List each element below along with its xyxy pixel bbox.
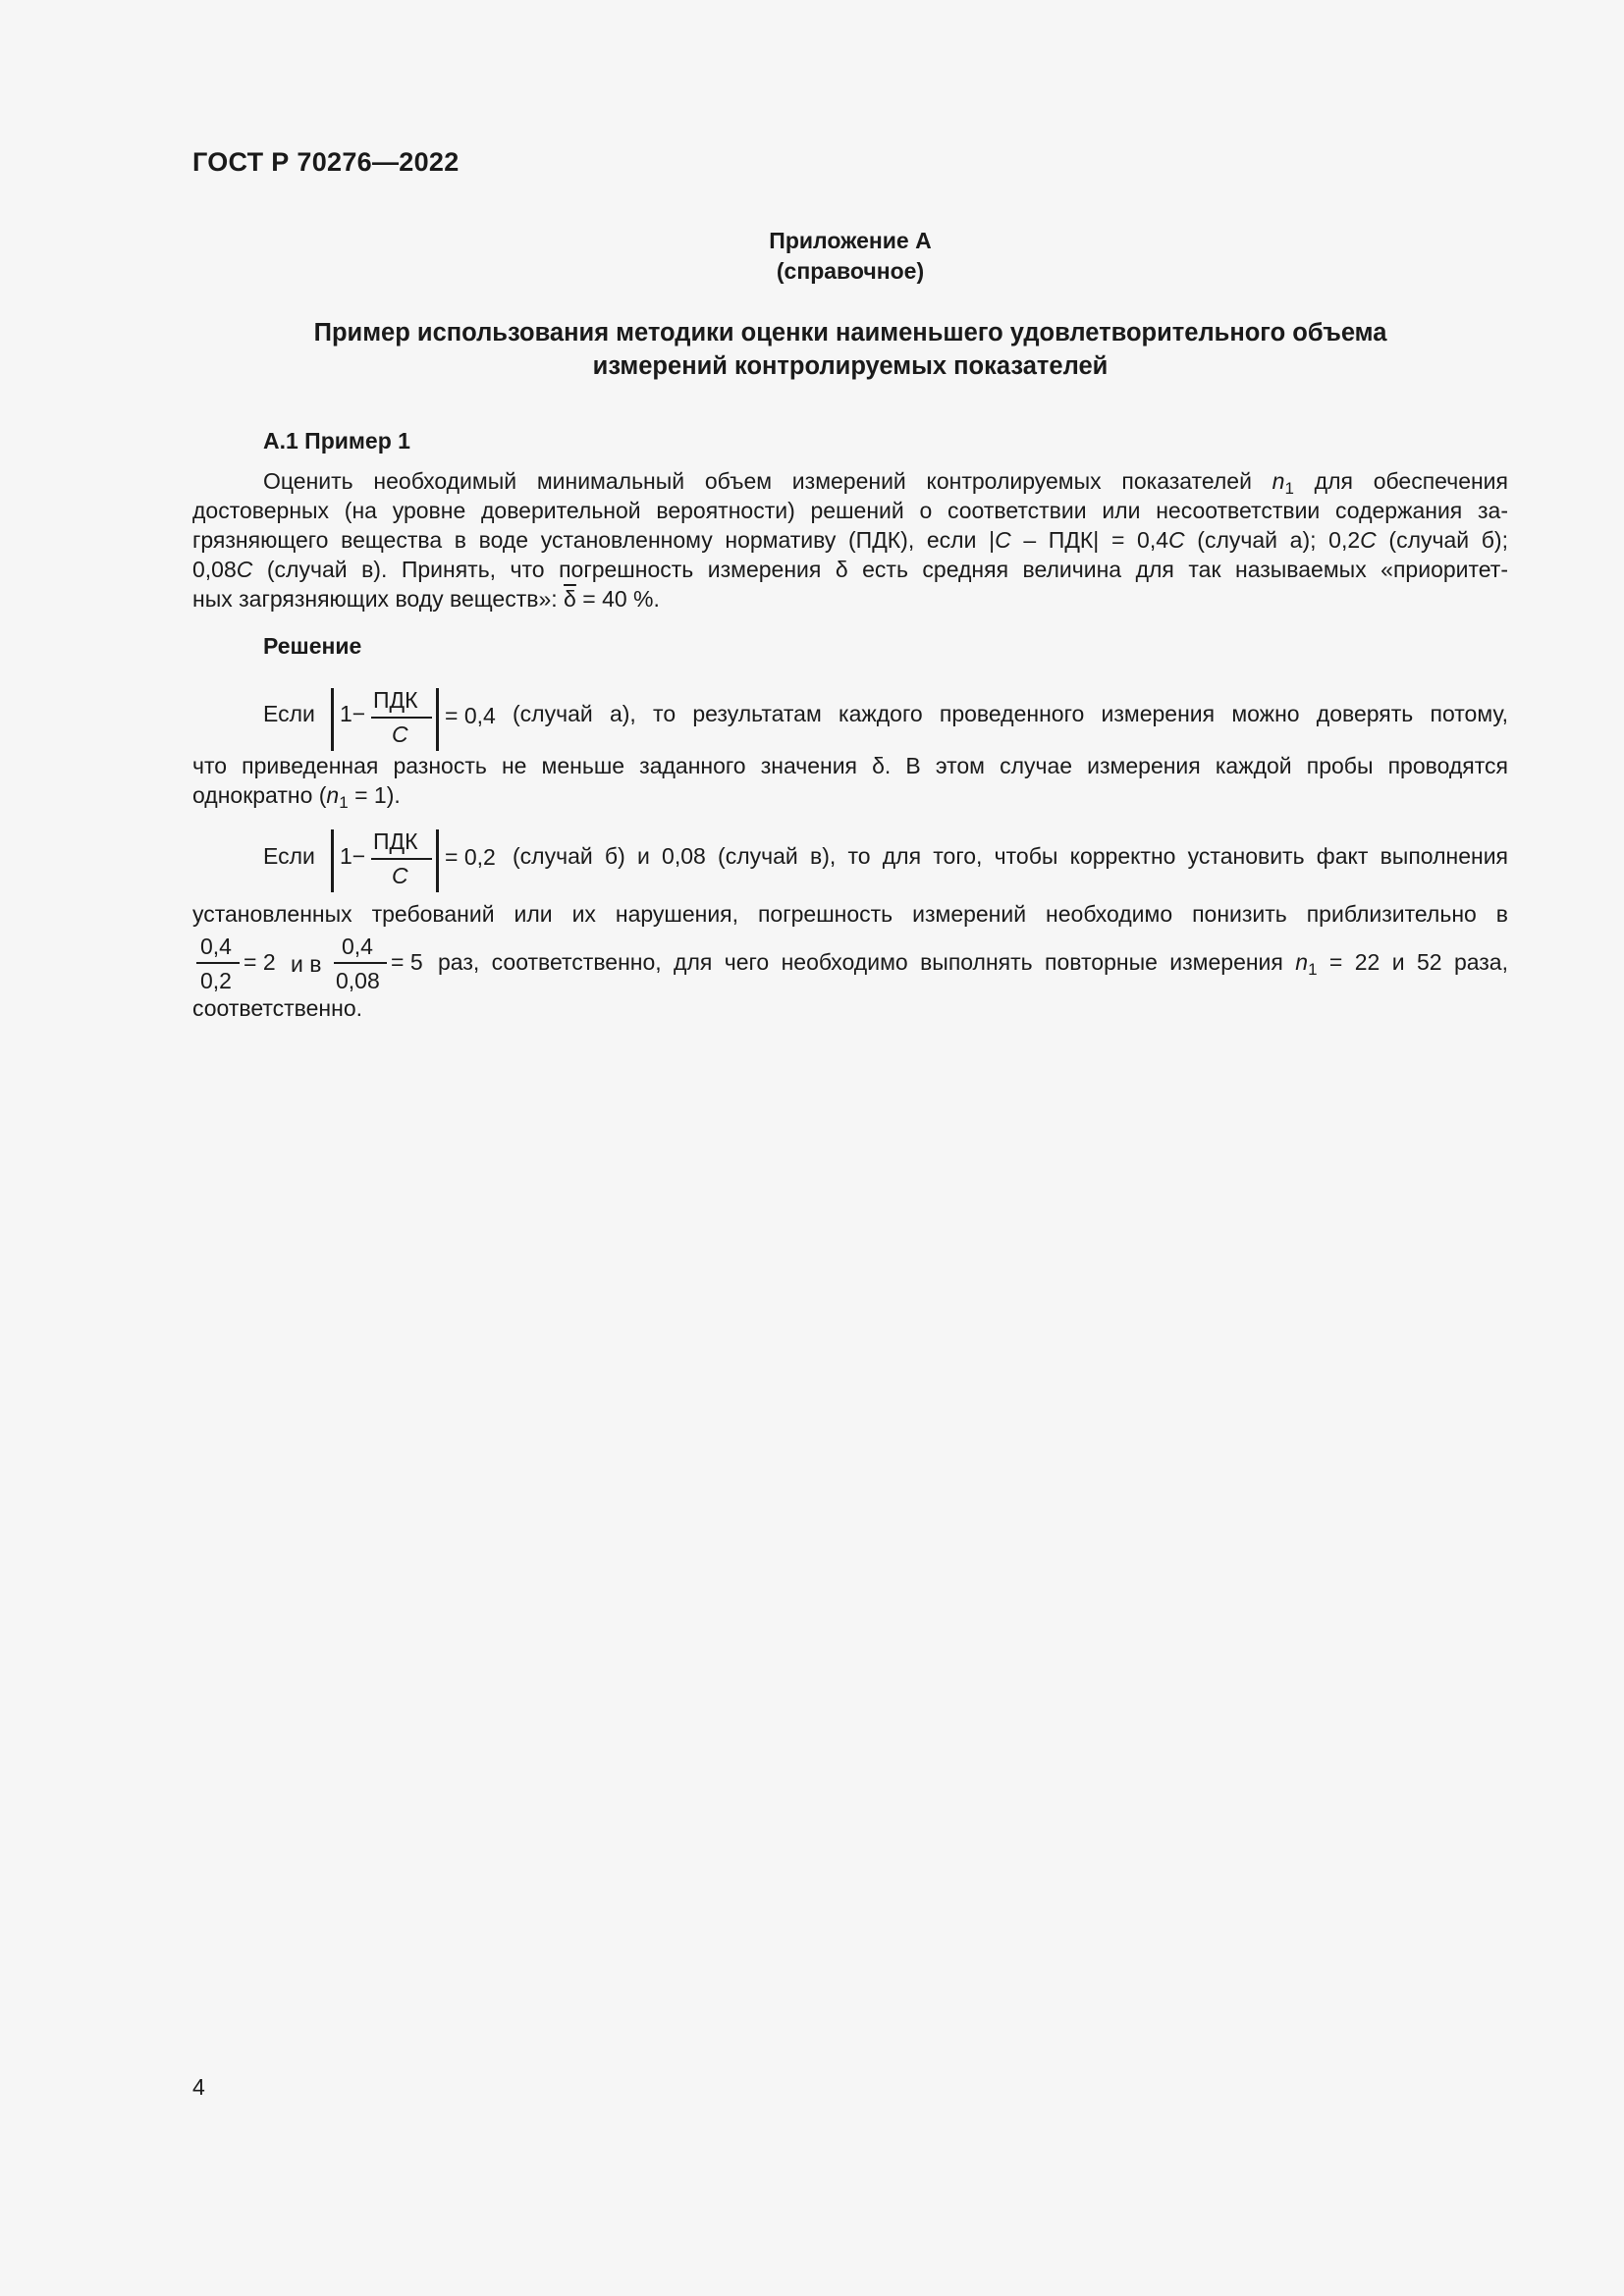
ratio1-denominator: 0,2 — [200, 968, 232, 993]
case1-lead: Если — [263, 701, 315, 726]
case1-denominator: C — [392, 721, 408, 747]
case1-one-minus: 1− — [340, 701, 366, 726]
case1-fraction-bar — [371, 717, 432, 719]
case2-numerator: ПДК — [373, 828, 418, 854]
case1-abs-bar-left — [331, 688, 334, 751]
ratio2-equals: = 5 — [391, 949, 423, 975]
case2-equals: = 0,2 — [445, 844, 496, 870]
case1-numerator: ПДК — [373, 687, 418, 713]
document-code: ГОСТ Р 70276—2022 — [192, 147, 460, 177]
page-title-line-1: Пример использования методики оценки наименьшего удовлетворительного объема — [313, 319, 1387, 347]
ratio1-numerator: 0,4 — [200, 934, 232, 959]
case1-equals: = 0,4 — [445, 703, 496, 728]
annex-type: (справочное) — [776, 258, 925, 284]
case2-rest: (случай б) и 0,08 (случай в), то для того, чтобы корректно установить факт выполнения — [513, 843, 1508, 869]
case1-abs-bar-right — [436, 688, 439, 751]
para1-line-2: достоверных (на уровне доверительной вероятности) решений о соответствии или несоответствии содержания за- — [192, 498, 1508, 523]
annex-title: Приложение А — [769, 228, 932, 253]
ratio2-fraction-bar — [334, 962, 387, 964]
case1-line-3: однократно $(n_1 = 1)$. — [192, 782, 401, 812]
section-heading: А.1 Пример 1 — [263, 428, 410, 454]
case2-fraction-bar — [371, 858, 432, 860]
case2-line-4: соответственно. — [192, 995, 363, 1021]
page-title-line-2: измерений контролируемых показателей — [592, 352, 1109, 380]
ratio1-fraction-bar — [196, 962, 240, 964]
case1-line-2: что приведенная разность не меньше заданного значения δ. В этом случае измерения каждой пробы проводятся — [192, 753, 1508, 778]
annex-heading — [192, 226, 1508, 287]
case2-line-3: раз, соответственно, для чего необходимо выполнять повторные измерения $n_1 = 22$ и 52 раза, — [438, 949, 1508, 979]
case2-abs-bar-right — [436, 829, 439, 892]
page-number: 4 — [192, 2074, 205, 2100]
para1-line-5: ных загрязняющих воду веществ»: $\overline{\delta} = 40$ %. — [192, 586, 660, 612]
ratio1-equals: = 2 — [244, 949, 276, 975]
case2-line-2: установленных требований или их нарушения, погрешность измерений необходимо понизить приблизительно в — [192, 901, 1508, 927]
case1-rest: (случай а), то результатам каждого проведенного измерения можно доверять потому, — [513, 701, 1508, 726]
page-title — [192, 316, 1508, 383]
case2-one-minus: 1− — [340, 843, 366, 869]
para1-line-1: Оценить необходимый минимальный объем измерений контролируемых показателей $n_1$ для обеспечения — [263, 468, 1508, 498]
case2-lead: Если — [263, 843, 315, 869]
solution-heading: Решение — [263, 633, 362, 659]
para1-line-3: грязняющего вещества в воде установленному нормативу (ПДК), если |C – ПДК| = 0,4C (случай а); 0,2C (случай б); — [192, 527, 1508, 553]
case2-abs-bar-left — [331, 829, 334, 892]
ratio2-denominator: 0,08 — [336, 968, 380, 993]
ratio-and-v: и в — [291, 951, 322, 977]
ratio2-numerator: 0,4 — [342, 934, 373, 959]
case2-denominator: C — [392, 863, 408, 888]
para1-line-4: 0,08C (случай в). Принять, что погрешность измерения δ есть средняя величина для так называемых «приоритет- — [192, 557, 1508, 582]
